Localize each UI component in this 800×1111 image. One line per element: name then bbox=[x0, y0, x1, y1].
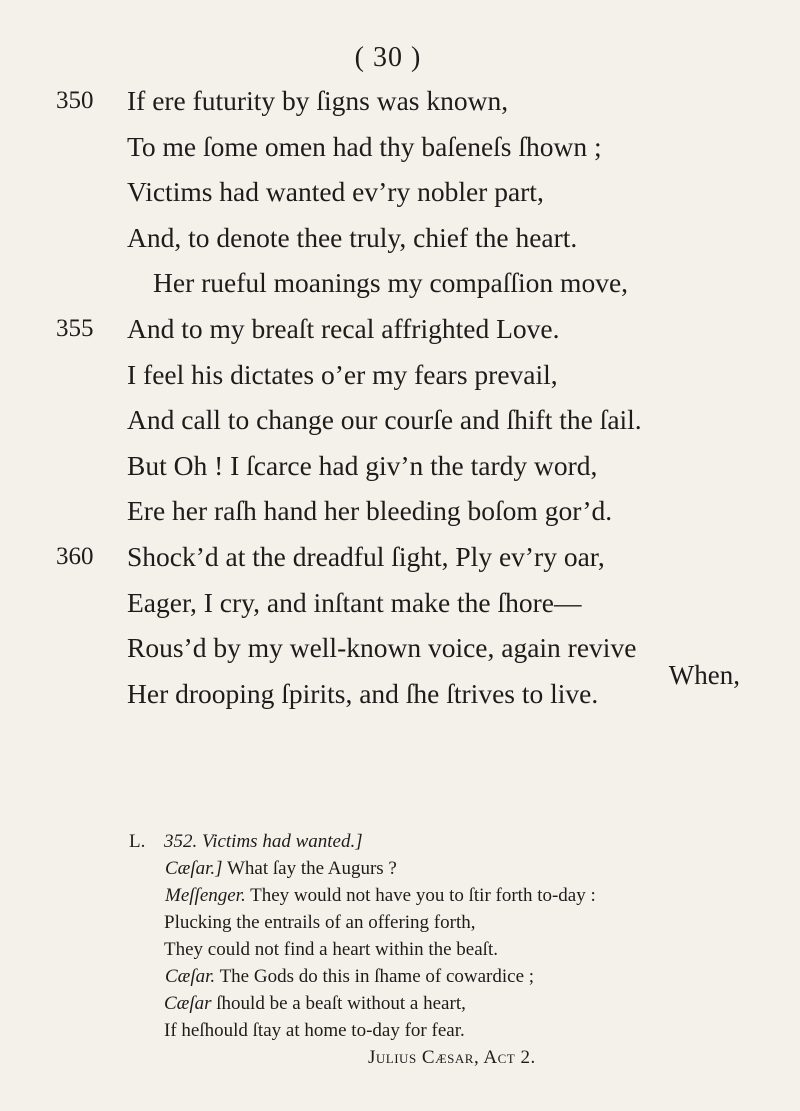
verse-line bbox=[0, 124, 800, 170]
note-speaker: Cæſar bbox=[164, 993, 212, 1014]
note-attribution: Julius Cæsar, Act 2. bbox=[368, 1047, 536, 1068]
verse-text: And to my breaſt recal affrighted Love. bbox=[127, 312, 560, 344]
note-heading bbox=[0, 828, 800, 855]
verse-text: But Oh ! I ſcarce had giv’n the tardy word, bbox=[127, 449, 598, 481]
note-speaker: Meſſenger. bbox=[165, 885, 246, 906]
verse-line bbox=[0, 169, 800, 215]
note-line-content bbox=[164, 990, 466, 1017]
verse-line bbox=[0, 534, 800, 580]
verse-text: And call to change our courſe and ſhift the ſail. bbox=[127, 404, 642, 436]
footnotes bbox=[0, 828, 800, 1071]
note-text: Plucking the entrails of an offering forth, bbox=[164, 912, 476, 933]
note-marker: L. bbox=[129, 831, 146, 852]
verse-line bbox=[0, 215, 800, 261]
verse-text: Rous’d by my well-known voice, again revive bbox=[127, 632, 637, 664]
verse-text: To me ſome omen had thy baſeneſs ſhown ; bbox=[127, 130, 602, 162]
verse-text: Her rueful moanings my compaſſion move, bbox=[153, 267, 629, 299]
note-line bbox=[0, 963, 800, 990]
note-attribution-line bbox=[0, 1044, 800, 1071]
verse-text: And, to denote thee truly, chief the heart. bbox=[127, 221, 578, 253]
note-text: The Gods do this in ſhame of cowardice ; bbox=[215, 966, 535, 987]
verse-line bbox=[0, 260, 800, 306]
verse-line bbox=[0, 306, 800, 352]
line-number: 360 bbox=[56, 542, 94, 570]
verse-line bbox=[0, 78, 800, 124]
catchword: When, bbox=[668, 660, 740, 690]
verse-text: Shock’d at the dreadful ſight, Ply ev’ry oar, bbox=[127, 540, 605, 572]
note-text: ſhould be a beaſt without a heart, bbox=[211, 993, 466, 1014]
verse-text: Eager, I cry, and inſtant make the ſhore— bbox=[127, 586, 582, 618]
page-number: ( 30 ) bbox=[354, 42, 422, 73]
verse-text: I feel his dictates o’er my fears prevail, bbox=[127, 358, 558, 390]
note-text: What ſay the Augurs ? bbox=[222, 858, 397, 879]
note-line bbox=[0, 990, 800, 1017]
note-text: They would not have you to ſtir forth to-day : bbox=[245, 885, 596, 906]
note-reference: 352. Victims had wanted.] bbox=[164, 831, 363, 852]
note-line-content bbox=[165, 882, 596, 909]
note-line bbox=[0, 936, 800, 963]
verse-text: Ere her raſh hand her bleeding boſom gor’d. bbox=[127, 495, 613, 527]
verse-line bbox=[0, 488, 800, 534]
verse-line bbox=[0, 443, 800, 489]
verse-text: If ere futurity by ſigns was known, bbox=[127, 85, 509, 116]
poem-body bbox=[0, 78, 800, 716]
verse-text: Victims had wanted ev’ry nobler part, bbox=[127, 176, 544, 208]
verse-text: Her drooping ſpirits, and ſhe ſtrives to live. bbox=[127, 677, 599, 709]
note-text: They could not find a heart within the beaſt. bbox=[164, 939, 498, 960]
note-line bbox=[0, 882, 800, 909]
note-speaker: Cæſar. bbox=[165, 966, 216, 987]
note-line bbox=[0, 1017, 800, 1044]
note-line bbox=[0, 909, 800, 936]
line-number: 350 bbox=[56, 87, 94, 114]
note-line-content bbox=[165, 855, 397, 882]
note-text: If heſhould ſtay at home to-day for fear. bbox=[164, 1020, 465, 1041]
verse-line bbox=[0, 580, 800, 626]
line-number: 355 bbox=[56, 314, 94, 342]
note-line bbox=[0, 855, 800, 882]
note-speaker: Cæſar.] bbox=[165, 858, 223, 879]
verse-line bbox=[0, 397, 800, 443]
verse-line bbox=[0, 352, 800, 398]
note-line-content bbox=[165, 963, 534, 990]
